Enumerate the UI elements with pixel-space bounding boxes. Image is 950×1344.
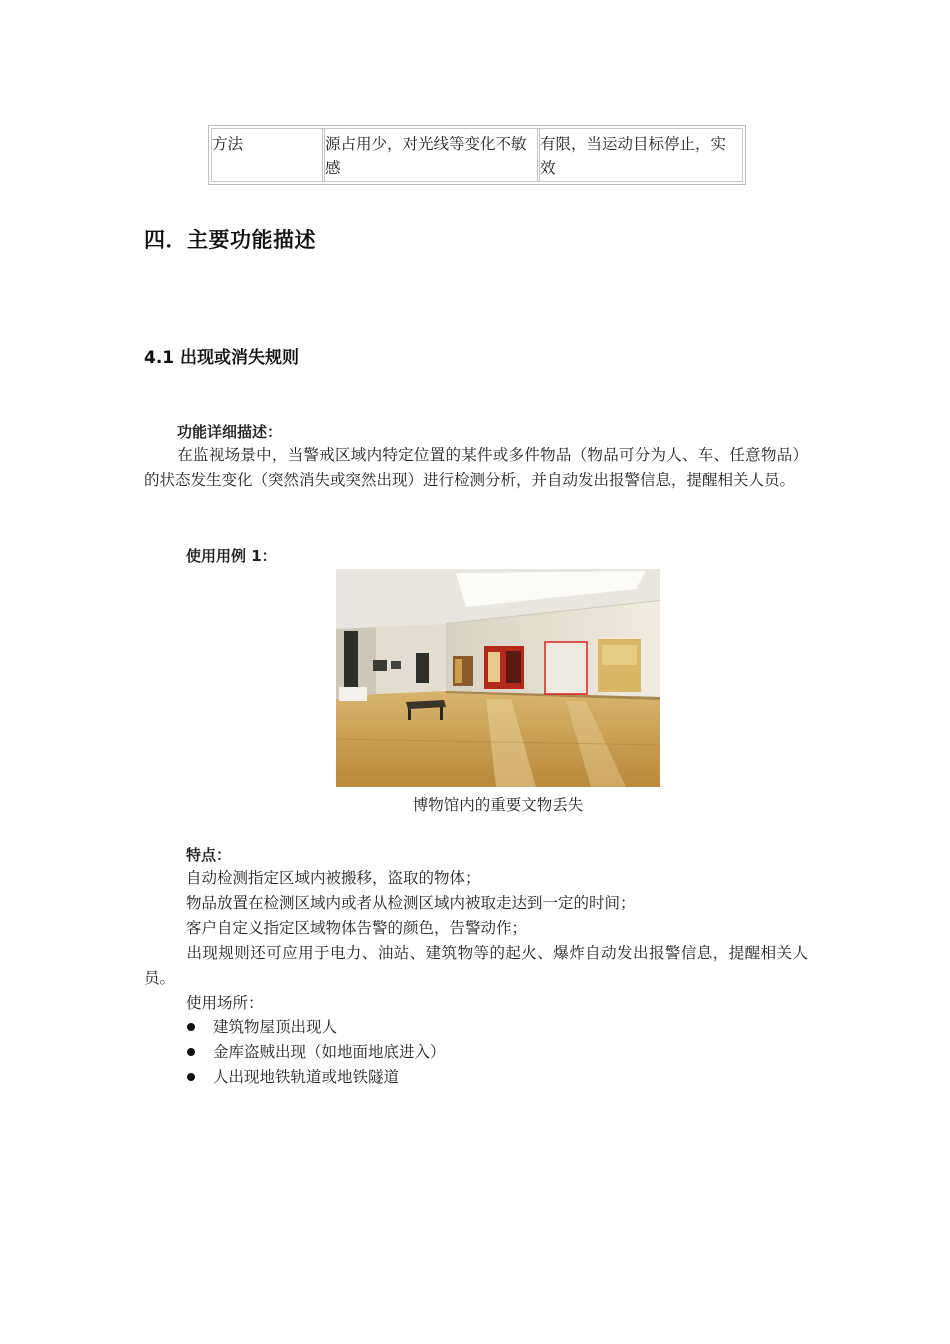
table-cell-line: 感	[325, 159, 341, 177]
detail-paragraph	[144, 443, 808, 493]
places-label: 使用场所：	[186, 994, 264, 1012]
extra-paragraph	[144, 941, 808, 991]
usecase-label: 使用用例 1：	[186, 547, 277, 565]
bullet-icon	[187, 1073, 195, 1081]
list-item-text: 金库盗贼出现（如地面地底进入）	[213, 1043, 446, 1061]
missing-artifact-highlight	[545, 642, 587, 694]
detail-text: 在监视场景中，当警戒区域内特定位置的某件或多件物品（物品可分为人、车、任意物品）的状态发生变化（突然消失或突然出现）进行检测分析，并自动发出报警信息，提醒相关人员。	[144, 446, 808, 489]
list-item-text: 建筑物屋顶出现人	[213, 1018, 338, 1036]
feature-line: 自动检测指定区域内被搬移，盗取的物体；	[186, 869, 481, 887]
bullet-icon	[187, 1023, 195, 1031]
table-cell-method: 方法	[212, 135, 244, 153]
table-cell-advantage	[325, 132, 527, 180]
figure-caption: 博物馆内的重要文物丢失	[412, 796, 584, 814]
feature-line: 物品放置在检测区域内或者从检测区域内被取走达到一定的时间；	[186, 894, 636, 912]
museum-gallery-photo	[336, 569, 660, 787]
extra-text: 出现规则还可应用于电力、油站、建筑物等的起火、爆炸自动发出报警信息，提醒相关人员。	[144, 944, 808, 987]
comparison-table-fragment	[208, 125, 746, 185]
detail-label: 功能详细描述：	[177, 423, 283, 441]
table-cell-line: 效	[540, 159, 556, 177]
list-item	[186, 1065, 446, 1090]
places-list	[186, 1015, 446, 1090]
list-item-text: 人出现地铁轨道或地铁隧道	[213, 1068, 400, 1086]
feature-line: 客户自定义指定区域物体告警的颜色，告警动作；	[186, 919, 528, 937]
table-cell-line: 源占用少，对光线等变化不敏	[325, 135, 527, 153]
bullet-icon	[187, 1048, 195, 1056]
table-cell-limitation	[540, 132, 726, 180]
table-cell-line: 有限，当运动目标停止，实	[540, 135, 727, 153]
list-item	[186, 1015, 446, 1040]
subsection-title: 4.1 出现或消失规则	[144, 348, 300, 368]
features-label: 特点：	[186, 846, 232, 864]
list-item	[186, 1040, 446, 1065]
section-title: 四．主要功能描述	[144, 228, 316, 252]
museum-gallery-illustration	[336, 569, 660, 787]
